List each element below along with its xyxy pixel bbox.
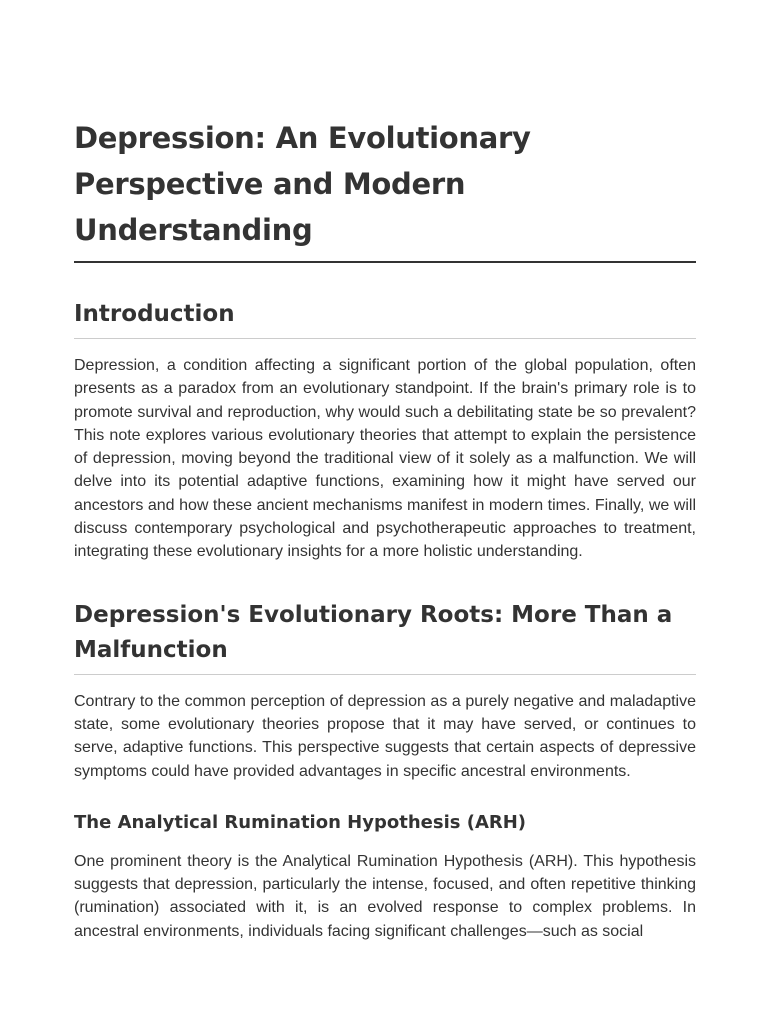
subsection-heading-arh: The Analytical Rumination Hypothesis (ARH): [74, 811, 527, 833]
introduction-paragraph: Depression, a condition affecting a significant portion of the global population, often presents as a paradox from an evolutionary standpoint. If the brain's primary role is to promote survival and reproduction, why would such a debilitating state be so prevalent? This note explores various evolutionary theories that attempt to explain the persistence of depression, moving beyond the traditional view of it solely as a malfunction. We will delve into its potential adaptive functions, examining how it might have served our ancestors and how these ancient mechanisms manifest in modern times. Finally, we will discuss contemporary psychological and psychotherapeutic approaches to treatment, integrating these evolutionary insights for a more holistic understanding.: [74, 357, 696, 561]
page-title: Depression: An Evolutionary Perspective and Modern Understanding: [74, 115, 696, 263]
arh-paragraph: One prominent theory is the Analytical Rumination Hypothesis (ARH). This hypothesis suggests that depression, particularly the intense, focused, and often repetitive thinking (rumination) associated with it, is an evolved response to complex problems. In ancestral environments, individuals facing significant challenges—such as social: [74, 852, 696, 940]
document-page: [74, 115, 696, 943]
evolutionary-roots-paragraph: Contrary to the common perception of depression as a purely negative and maladaptive state, some evolutionary theories propose that it may have served, or continues to serve, adaptive functions. This perspective suggests that certain aspects of depressive symptoms could have provided advantages in specific ancestral environments.: [74, 692, 696, 780]
section-heading-evolutionary-roots: Depression's Evolutionary Roots: More Than a Malfunction: [74, 598, 696, 675]
section-heading-introduction: Introduction: [74, 297, 696, 339]
